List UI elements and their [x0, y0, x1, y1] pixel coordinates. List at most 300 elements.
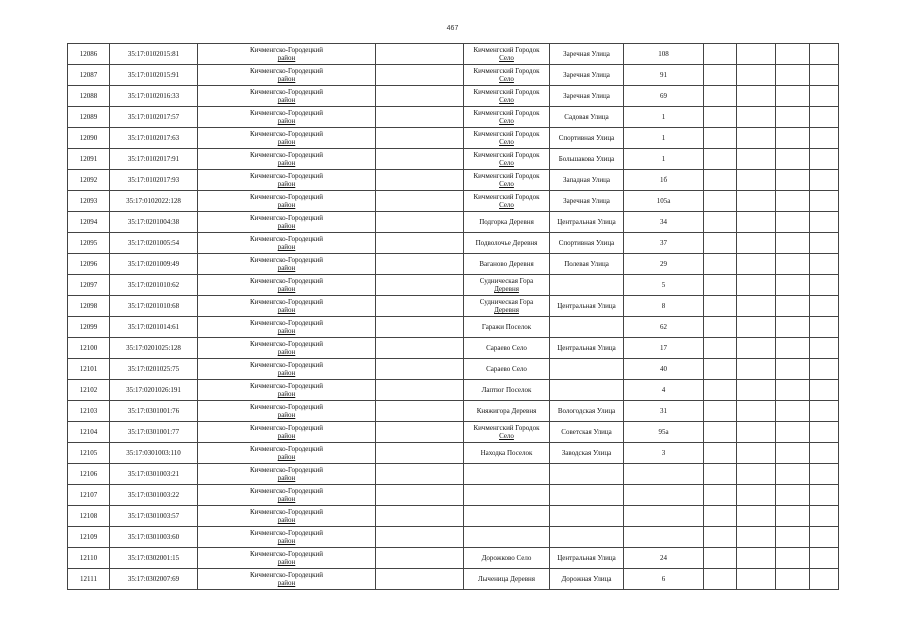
row-number-cell: 12095 — [68, 233, 110, 254]
empty-cell — [776, 65, 810, 86]
cadastral-number-cell: 35:17:0201010:62 — [110, 275, 198, 296]
locality-cell-line: Находка Поселок — [480, 449, 533, 457]
empty-cell — [376, 422, 464, 443]
district-cell — [198, 527, 376, 548]
empty-cell — [737, 317, 776, 338]
cadastral-number-cell: 35:17:0302001:15 — [110, 548, 198, 569]
street-cell: Полевая Улица — [550, 254, 624, 275]
row-number-cell: 12089 — [68, 107, 110, 128]
district-cell-line: район — [277, 432, 296, 440]
empty-cell — [376, 443, 464, 464]
row-number-cell: 12104 — [68, 422, 110, 443]
table-row — [68, 149, 839, 170]
table-row — [68, 65, 839, 86]
empty-cell — [737, 443, 776, 464]
district-cell-line: Кичменгско-Городецкий — [249, 214, 324, 222]
house-number-cell: 29 — [624, 254, 704, 275]
cadastral-number-cell: 35:17:0201026:191 — [110, 380, 198, 401]
empty-cell — [376, 548, 464, 569]
empty-cell — [737, 338, 776, 359]
cadastral-number-cell: 35:17:0301001:76 — [110, 401, 198, 422]
table-row — [68, 191, 839, 212]
empty-cell — [737, 548, 776, 569]
empty-cell — [737, 359, 776, 380]
district-cell-line: Кичменгско-Городецкий — [249, 487, 324, 495]
district-cell — [198, 212, 376, 233]
locality-cell — [464, 506, 550, 527]
locality-cell — [464, 401, 550, 422]
table-row — [68, 422, 839, 443]
district-cell — [198, 548, 376, 569]
locality-cell-line: Село — [499, 180, 514, 188]
locality-cell — [464, 254, 550, 275]
empty-cell — [704, 485, 737, 506]
district-cell-line: Кичменгско-Городецкий — [249, 151, 324, 159]
district-cell-line: Кичменгско-Городецкий — [249, 550, 324, 558]
locality-cell-line: Село — [499, 432, 514, 440]
district-cell-line: Кичменгско-Городецкий — [249, 256, 324, 264]
district-cell — [198, 44, 376, 65]
empty-cell — [737, 212, 776, 233]
registry-table — [67, 43, 839, 590]
house-number-cell: 69 — [624, 86, 704, 107]
empty-cell — [704, 548, 737, 569]
locality-cell — [464, 86, 550, 107]
house-number-cell: 95а — [624, 422, 704, 443]
street-cell — [550, 359, 624, 380]
empty-cell — [704, 422, 737, 443]
street-cell — [550, 464, 624, 485]
empty-cell — [737, 422, 776, 443]
empty-cell — [376, 149, 464, 170]
empty-cell — [776, 212, 810, 233]
locality-cell-line: Село — [499, 201, 514, 209]
empty-cell — [810, 338, 839, 359]
street-cell — [550, 527, 624, 548]
district-cell-line: Кичменгско-Городецкий — [249, 298, 324, 306]
district-cell — [198, 506, 376, 527]
district-cell-line: район — [277, 75, 296, 83]
empty-cell — [737, 380, 776, 401]
locality-cell — [464, 128, 550, 149]
locality-cell-line: Кичменгский Городок — [473, 193, 540, 201]
district-cell — [198, 65, 376, 86]
locality-cell — [464, 548, 550, 569]
empty-cell — [704, 443, 737, 464]
empty-cell — [704, 296, 737, 317]
row-number-cell: 12106 — [68, 464, 110, 485]
district-cell — [198, 275, 376, 296]
empty-cell — [704, 233, 737, 254]
empty-cell — [776, 107, 810, 128]
empty-cell — [810, 317, 839, 338]
locality-cell-line: Кичменгский Городок — [473, 151, 540, 159]
locality-cell-line: Кичменгский Городок — [473, 424, 540, 432]
row-number-cell: 12093 — [68, 191, 110, 212]
street-cell: Заречная Улица — [550, 65, 624, 86]
empty-cell — [704, 380, 737, 401]
locality-cell — [464, 44, 550, 65]
locality-cell — [464, 65, 550, 86]
empty-cell — [704, 464, 737, 485]
district-cell — [198, 443, 376, 464]
empty-cell — [810, 506, 839, 527]
empty-cell — [776, 443, 810, 464]
street-cell: Западная Улица — [550, 170, 624, 191]
table-row — [68, 569, 839, 590]
district-cell-line: Кичменгско-Городецкий — [249, 277, 324, 285]
empty-cell — [704, 569, 737, 590]
empty-cell — [737, 149, 776, 170]
empty-cell — [376, 275, 464, 296]
district-cell-line: район — [277, 390, 296, 398]
street-cell: Спортивная Улица — [550, 128, 624, 149]
locality-cell-line: Деревня — [494, 306, 519, 314]
cadastral-number-cell: 35:17:0301003:110 — [110, 443, 198, 464]
cadastral-number-cell: 35:17:0201010:68 — [110, 296, 198, 317]
house-number-cell: 3 — [624, 443, 704, 464]
empty-cell — [376, 86, 464, 107]
row-number-cell: 12086 — [68, 44, 110, 65]
district-cell-line: Кичменгско-Городецкий — [249, 46, 324, 54]
empty-cell — [704, 275, 737, 296]
empty-cell — [376, 233, 464, 254]
table-row — [68, 254, 839, 275]
empty-cell — [376, 212, 464, 233]
empty-cell — [376, 128, 464, 149]
table-row — [68, 359, 839, 380]
empty-cell — [737, 401, 776, 422]
district-cell-line: район — [277, 96, 296, 104]
empty-cell — [376, 170, 464, 191]
district-cell-line: район — [277, 201, 296, 209]
house-number-cell: 4 — [624, 380, 704, 401]
street-cell — [550, 275, 624, 296]
empty-cell — [376, 359, 464, 380]
row-number-cell: 12108 — [68, 506, 110, 527]
district-cell-line: район — [277, 495, 296, 503]
empty-cell — [737, 506, 776, 527]
empty-cell — [776, 464, 810, 485]
table-row — [68, 233, 839, 254]
house-number-cell: 1 — [624, 149, 704, 170]
empty-cell — [737, 569, 776, 590]
empty-cell — [776, 254, 810, 275]
empty-cell — [737, 170, 776, 191]
locality-cell — [464, 380, 550, 401]
district-cell-line: Кичменгско-Городецкий — [249, 67, 324, 75]
district-cell-line: Кичменгско-Городецкий — [249, 172, 324, 180]
empty-cell — [810, 107, 839, 128]
locality-cell-line: Кичменгский Городок — [473, 67, 540, 75]
empty-cell — [704, 149, 737, 170]
district-cell — [198, 86, 376, 107]
street-cell: Заводская Улица — [550, 443, 624, 464]
locality-cell — [464, 464, 550, 485]
locality-cell-line: Село — [499, 159, 514, 167]
cadastral-number-cell: 35:17:0301003:22 — [110, 485, 198, 506]
house-number-cell: 1 — [624, 107, 704, 128]
district-cell-line: Кичменгско-Городецкий — [249, 403, 324, 411]
locality-cell-line: Подгорка Деревня — [479, 218, 534, 226]
table-row — [68, 317, 839, 338]
district-cell-line: район — [277, 537, 296, 545]
table-row — [68, 296, 839, 317]
empty-cell — [810, 485, 839, 506]
cadastral-number-cell: 35:17:0201014:61 — [110, 317, 198, 338]
locality-cell-line: Лаптюг Поселок — [481, 386, 532, 394]
district-cell-line: район — [277, 474, 296, 482]
locality-cell-line: Село — [499, 96, 514, 104]
locality-cell — [464, 191, 550, 212]
row-number-cell: 12094 — [68, 212, 110, 233]
district-cell-line: район — [277, 558, 296, 566]
empty-cell — [810, 170, 839, 191]
district-cell-line: район — [277, 159, 296, 167]
empty-cell — [376, 401, 464, 422]
house-number-cell: 34 — [624, 212, 704, 233]
empty-cell — [376, 254, 464, 275]
district-cell — [198, 380, 376, 401]
locality-cell — [464, 170, 550, 191]
locality-cell-line: Кичменгский Городок — [473, 109, 540, 117]
house-number-cell: 5 — [624, 275, 704, 296]
cadastral-number-cell: 35:17:0301001:77 — [110, 422, 198, 443]
district-cell-line: район — [277, 327, 296, 335]
cadastral-number-cell: 35:17:0302007:69 — [110, 569, 198, 590]
empty-cell — [810, 548, 839, 569]
empty-cell — [810, 464, 839, 485]
cadastral-number-cell: 35:17:0102017:63 — [110, 128, 198, 149]
table-row — [68, 485, 839, 506]
table-row — [68, 107, 839, 128]
district-cell-line: Кичменгско-Городецкий — [249, 508, 324, 516]
empty-cell — [810, 212, 839, 233]
house-number-cell: 6 — [624, 569, 704, 590]
empty-cell — [810, 422, 839, 443]
locality-cell — [464, 275, 550, 296]
table-row — [68, 44, 839, 65]
street-cell — [550, 380, 624, 401]
district-cell — [198, 422, 376, 443]
street-cell: Спортивная Улица — [550, 233, 624, 254]
district-cell-line: Кичменгско-Городецкий — [249, 340, 324, 348]
district-cell-line: Кичменгско-Городецкий — [249, 361, 324, 369]
street-cell: Советская Улица — [550, 422, 624, 443]
cadastral-number-cell: 35:17:0201025:128 — [110, 338, 198, 359]
table-row — [68, 548, 839, 569]
table-row — [68, 86, 839, 107]
locality-cell-line: Деревня — [494, 285, 519, 293]
locality-cell — [464, 422, 550, 443]
house-number-cell — [624, 485, 704, 506]
row-number-cell: 12102 — [68, 380, 110, 401]
district-cell — [198, 569, 376, 590]
district-cell-line: район — [277, 180, 296, 188]
locality-cell-line: Село — [499, 75, 514, 83]
empty-cell — [776, 548, 810, 569]
district-cell-line: район — [277, 348, 296, 356]
table-body — [68, 44, 839, 590]
table-row — [68, 212, 839, 233]
district-cell — [198, 317, 376, 338]
empty-cell — [737, 254, 776, 275]
district-cell-line: Кичменгско-Городецкий — [249, 319, 324, 327]
table-row — [68, 380, 839, 401]
district-cell-line: Кичменгско-Городецкий — [249, 235, 324, 243]
cadastral-number-cell: 35:17:0102017:57 — [110, 107, 198, 128]
house-number-cell: 40 — [624, 359, 704, 380]
empty-cell — [776, 296, 810, 317]
locality-cell — [464, 233, 550, 254]
table-row — [68, 527, 839, 548]
empty-cell — [737, 464, 776, 485]
street-cell: Заречная Улица — [550, 86, 624, 107]
empty-cell — [704, 107, 737, 128]
row-number-cell: 12110 — [68, 548, 110, 569]
house-number-cell — [624, 527, 704, 548]
district-cell-line: Кичменгско-Городецкий — [249, 130, 324, 138]
empty-cell — [776, 422, 810, 443]
district-cell-line: район — [277, 453, 296, 461]
row-number-cell: 12101 — [68, 359, 110, 380]
district-cell-line: Кичменгско-Городецкий — [249, 529, 324, 537]
cadastral-number-cell: 35:17:0201004:38 — [110, 212, 198, 233]
locality-cell — [464, 338, 550, 359]
street-cell: Заречная Улица — [550, 191, 624, 212]
empty-cell — [776, 338, 810, 359]
empty-cell — [776, 170, 810, 191]
cadastral-number-cell: 35:17:0301003:60 — [110, 527, 198, 548]
street-cell: Центральная Улица — [550, 212, 624, 233]
locality-cell — [464, 485, 550, 506]
cadastral-number-cell: 35:17:0201025:75 — [110, 359, 198, 380]
district-cell-line: район — [277, 54, 296, 62]
locality-cell — [464, 359, 550, 380]
district-cell-line: Кичменгско-Городецкий — [249, 382, 324, 390]
empty-cell — [376, 338, 464, 359]
empty-cell — [810, 149, 839, 170]
empty-cell — [776, 275, 810, 296]
empty-cell — [376, 506, 464, 527]
empty-cell — [376, 44, 464, 65]
empty-cell — [704, 212, 737, 233]
empty-cell — [776, 401, 810, 422]
locality-cell-line: Кичменгский Городок — [473, 46, 540, 54]
house-number-cell: 91 — [624, 65, 704, 86]
empty-cell — [810, 44, 839, 65]
district-cell-line: район — [277, 264, 296, 272]
district-cell-line: район — [277, 117, 296, 125]
house-number-cell: 62 — [624, 317, 704, 338]
empty-cell — [737, 527, 776, 548]
house-number-cell: 17 — [624, 338, 704, 359]
empty-cell — [704, 170, 737, 191]
empty-cell — [776, 569, 810, 590]
district-cell-line: район — [277, 243, 296, 251]
row-number-cell: 12103 — [68, 401, 110, 422]
empty-cell — [810, 275, 839, 296]
row-number-cell: 12087 — [68, 65, 110, 86]
empty-cell — [776, 86, 810, 107]
empty-cell — [376, 191, 464, 212]
locality-cell-line: Подволочье Деревня — [475, 239, 538, 247]
table-row — [68, 464, 839, 485]
empty-cell — [376, 107, 464, 128]
table-row — [68, 275, 839, 296]
locality-cell-line: Сараево Село — [486, 344, 527, 352]
empty-cell — [776, 128, 810, 149]
empty-cell — [810, 65, 839, 86]
row-number-cell: 12100 — [68, 338, 110, 359]
empty-cell — [704, 65, 737, 86]
locality-cell — [464, 149, 550, 170]
district-cell-line: Кичменгско-Городецкий — [249, 88, 324, 96]
district-cell — [198, 233, 376, 254]
row-number-cell: 12088 — [68, 86, 110, 107]
locality-cell-line: Судническая Гора — [479, 298, 534, 306]
district-cell — [198, 191, 376, 212]
row-number-cell: 12107 — [68, 485, 110, 506]
row-number-cell: 12092 — [68, 170, 110, 191]
empty-cell — [737, 191, 776, 212]
empty-cell — [776, 44, 810, 65]
house-number-cell: 24 — [624, 548, 704, 569]
district-cell — [198, 107, 376, 128]
empty-cell — [810, 359, 839, 380]
district-cell — [198, 401, 376, 422]
cadastral-number-cell: 35:17:0102017:91 — [110, 149, 198, 170]
district-cell — [198, 359, 376, 380]
row-number-cell: 12096 — [68, 254, 110, 275]
empty-cell — [704, 191, 737, 212]
empty-cell — [704, 254, 737, 275]
empty-cell — [376, 527, 464, 548]
district-cell — [198, 149, 376, 170]
street-cell: Центральная Улица — [550, 548, 624, 569]
house-number-cell: 108 — [624, 44, 704, 65]
district-cell-line: Кичменгско-Городецкий — [249, 571, 324, 579]
empty-cell — [810, 254, 839, 275]
district-cell-line: Кичменгско-Городецкий — [249, 466, 324, 474]
locality-cell-line: Кичменгский Городок — [473, 88, 540, 96]
empty-cell — [810, 401, 839, 422]
street-cell — [550, 317, 624, 338]
empty-cell — [737, 65, 776, 86]
table-row — [68, 506, 839, 527]
empty-cell — [704, 338, 737, 359]
street-cell: Садовая Улица — [550, 107, 624, 128]
district-cell — [198, 338, 376, 359]
empty-cell — [810, 569, 839, 590]
empty-cell — [737, 86, 776, 107]
district-cell-line: район — [277, 411, 296, 419]
cadastral-number-cell: 35:17:0301003:57 — [110, 506, 198, 527]
empty-cell — [376, 485, 464, 506]
cadastral-number-cell: 35:17:0201009:49 — [110, 254, 198, 275]
street-cell: Центральная Улица — [550, 296, 624, 317]
locality-cell-line: Княжигора Деревня — [476, 407, 537, 415]
house-number-cell — [624, 506, 704, 527]
empty-cell — [810, 296, 839, 317]
district-cell — [198, 170, 376, 191]
row-number-cell: 12105 — [68, 443, 110, 464]
empty-cell — [376, 569, 464, 590]
district-cell-line: район — [277, 369, 296, 377]
locality-cell — [464, 569, 550, 590]
street-cell: Большакова Улица — [550, 149, 624, 170]
empty-cell — [776, 485, 810, 506]
